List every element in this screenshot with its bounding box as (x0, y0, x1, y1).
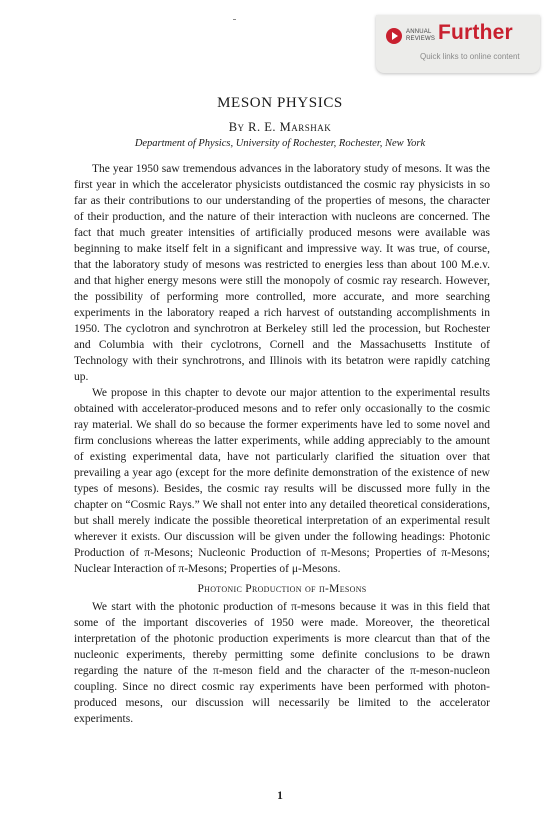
affiliation-line: Department of Physics, University of Rochester, Rochester, New York (134, 138, 426, 149)
quick-links-text[interactable]: Quick links to online content (420, 52, 520, 61)
banner-line1: ANNUAL (406, 29, 432, 35)
article-title: MESON PHYSICS (217, 95, 343, 111)
page-number: 1 (277, 790, 283, 802)
annual-reviews-logo-text (406, 29, 434, 43)
section-heading: Photonic Production of π-Mesons (197, 583, 367, 595)
author-line: By R. E. Marshak (228, 120, 332, 134)
further-banner[interactable] (376, 15, 540, 73)
article-body (74, 161, 490, 727)
banner-line2: REVIEWS (406, 36, 436, 42)
paragraph: The year 1950 saw tremendous advances in the laboratory study of mesons. It was the first year in which the accelerator physicists outdistanced the cosmic ray physicists in so far as their contributions to our understanding of the properties of mesons, the character of their production, and the nature of their interaction with nucleons are concerned. The fact that much greater intensities of artificially produced mesons were available was beginning to make itself felt in a significant and impressive way. It was true, of course, that the laboratory study of mesons was restricted to energies less than about 100 M.e.v. and that higher energy mesons were still the monopoly of cosmic ray research. However, the possibility of performing more controlled, more accurate, and more searching experiments in the laboratory reaped a rich harvest of outstanding accomplishments in 1950. The cyclotron and synchrotron at Berkeley still led the procession, but Rochester and Columbia with their cyclotrons, Cornell and the Massachusetts Institute of Technology with their synchrotrons, and Illinois with its betatron were rapidly catching up. (74, 163, 490, 383)
paragraph: We propose in this chapter to devote our major attention to the experimental results obtained with accelerator-produced mesons and to refer only occasionally to the cosmic ray material. We shall do so because the former experiments have led to some novel and firm conclusions whereas the latter experiments, while adding appreciably to the amount of existing experimental data, have not particularly clarified the situation over that prevailing a year ago (except for the more definite demonstration of the existence of new types of mesons). Besides, the cosmic ray results will be discussed more fully in the chapter on “Cosmic Rays.” We shall not enter into any detailed theoretical considerations, but shall merely indicate the possible theoretical interpretation of an experimental result wherever it exists. Our discussion will be given under the following headings: Photonic Production of π-Mesons; Nucleonic Production of π-Mesons; Properties of π-Mesons; Nuclear Interaction of π-Mesons; Properties of μ-Mesons. (74, 387, 490, 575)
play-icon (386, 28, 402, 44)
paragraph: We start with the photonic production of π-mesons because it was in this field that some of the important discoveries of 1950 were made. Moreover, the theoretical interpretation of the photonic production experiments is more clearcut than that of the nucleonic experiments, thereby permitting some definite conclusions to be drawn regarding the nature of the π-meson field and the character of the π-meson-nucleon coupling. Since no direct cosmic ray experiments have been performed with photon-produced mesons, our discussion will necessarily be limited to the accelerator experiments. (74, 601, 490, 725)
stray-mark (233, 19, 236, 20)
further-brand: Further (438, 21, 513, 44)
